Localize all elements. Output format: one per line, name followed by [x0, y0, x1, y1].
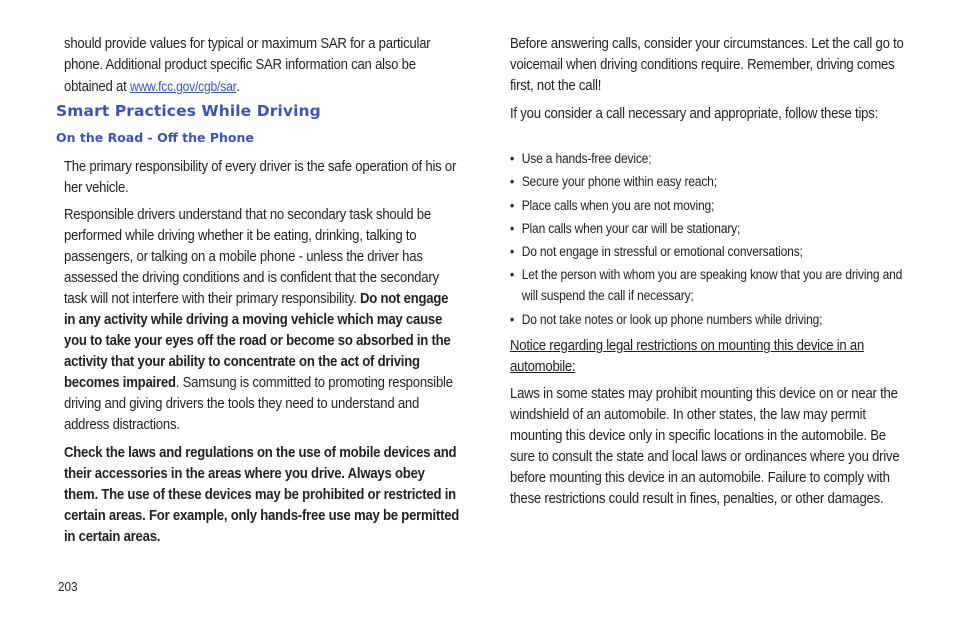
mounting-laws-paragraph: Laws in some states may prohibit mounting this device on or near the windshield of an automobile. In other states, the law may permit mounting this device only in specific locations in the automobile. Be sure to consult the state and local laws or ordinances where you drive before mounting this device in an automobile. Failure to comply with these restrictions could result in fines, penalties, or other damages. — [510, 386, 900, 507]
list-item — [510, 218, 906, 239]
list-item — [510, 171, 906, 192]
check-laws-warning: Check the laws and regulations on the use of mobile devices and their accessories in the areas where you drive. Always obey them. The use of these devices may be prohibited or restricted in certain areas. For example, only hands-free use may be permitted in certain areas. — [64, 445, 460, 545]
bullet-icon: • — [510, 197, 515, 213]
list-item — [510, 241, 906, 262]
list-item-text: Place calls when you are not moving; — [521, 197, 715, 213]
list-item-text: Use a hands-free device; — [521, 151, 652, 166]
driving-tips-list — [510, 148, 906, 332]
list-item-text: Let the person with whom you are speaking know that you are driving and will suspend the call if necessary; — [521, 267, 903, 304]
bullet-icon: • — [510, 244, 515, 260]
list-item — [510, 309, 906, 330]
responsible-drivers-paragraph — [64, 205, 460, 436]
bullet-icon: • — [510, 174, 515, 190]
list-item-text: Do not take notes or look up phone numbers while driving; — [521, 311, 823, 327]
page-number: 203 — [58, 579, 78, 594]
do-not-engage-warning: Do not engage in any activity while driving a moving vehicle which may cause you to take your eyes off the road or become so absorbed in the activity that your ability to concentrate on the act of driving becomes impaired — [64, 291, 451, 391]
responsible-drivers-text: Responsible drivers understand that no secondary task should be performed while driving whether it be eating, drinking, talking to passengers, or talking on a mobile phone - unless the driver has assessed the driving conditions and is confident that the secondary task will not interfere with their primary responsibility. — [64, 207, 439, 307]
sar-intro-period: . — [236, 79, 240, 95]
list-item — [510, 148, 906, 169]
bullet-icon: • — [510, 151, 515, 166]
primary-responsibility-paragraph: The primary responsibility of every driver is the safe operation of his or her vehicle. — [64, 159, 457, 196]
list-item — [510, 195, 906, 216]
sar-intro-text: should provide values for typical or maximum SAR for a particular phone. Additional product specific SAR information can also be obtained at — [64, 36, 431, 95]
bullet-icon: • — [510, 267, 515, 283]
samsung-commitment-text: . Samsung is committed to promoting responsible driving and giving drivers the tools they need to understand and address distractions. — [64, 375, 453, 433]
list-item-text: Do not engage in stressful or emotional conversations; — [521, 244, 803, 260]
list-item-text: Plan calls when your car will be stationary; — [521, 220, 741, 236]
bullet-icon: • — [510, 220, 515, 236]
sar-intro-paragraph — [64, 34, 460, 98]
bullet-icon: • — [510, 311, 515, 327]
list-item-text: Secure your phone within easy reach; — [521, 174, 717, 190]
mounting-notice-heading: Notice regarding legal restrictions on mounting this device in an automobile: — [510, 338, 865, 375]
list-item — [510, 264, 906, 306]
call-tips-intro: If you consider a call necessary and appropriate, follow these tips: — [510, 106, 879, 122]
subsection-heading: On the Road - Off the Phone — [56, 130, 254, 145]
section-heading: Smart Practices While Driving — [56, 102, 321, 120]
fcc-sar-link[interactable]: www.fcc.gov/cgb/sar — [129, 79, 237, 94]
before-answering-paragraph: Before answering calls, consider your circumstances. Let the call go to voicemail when driving conditions require. Remember, driving comes first, not the call! — [510, 36, 904, 94]
